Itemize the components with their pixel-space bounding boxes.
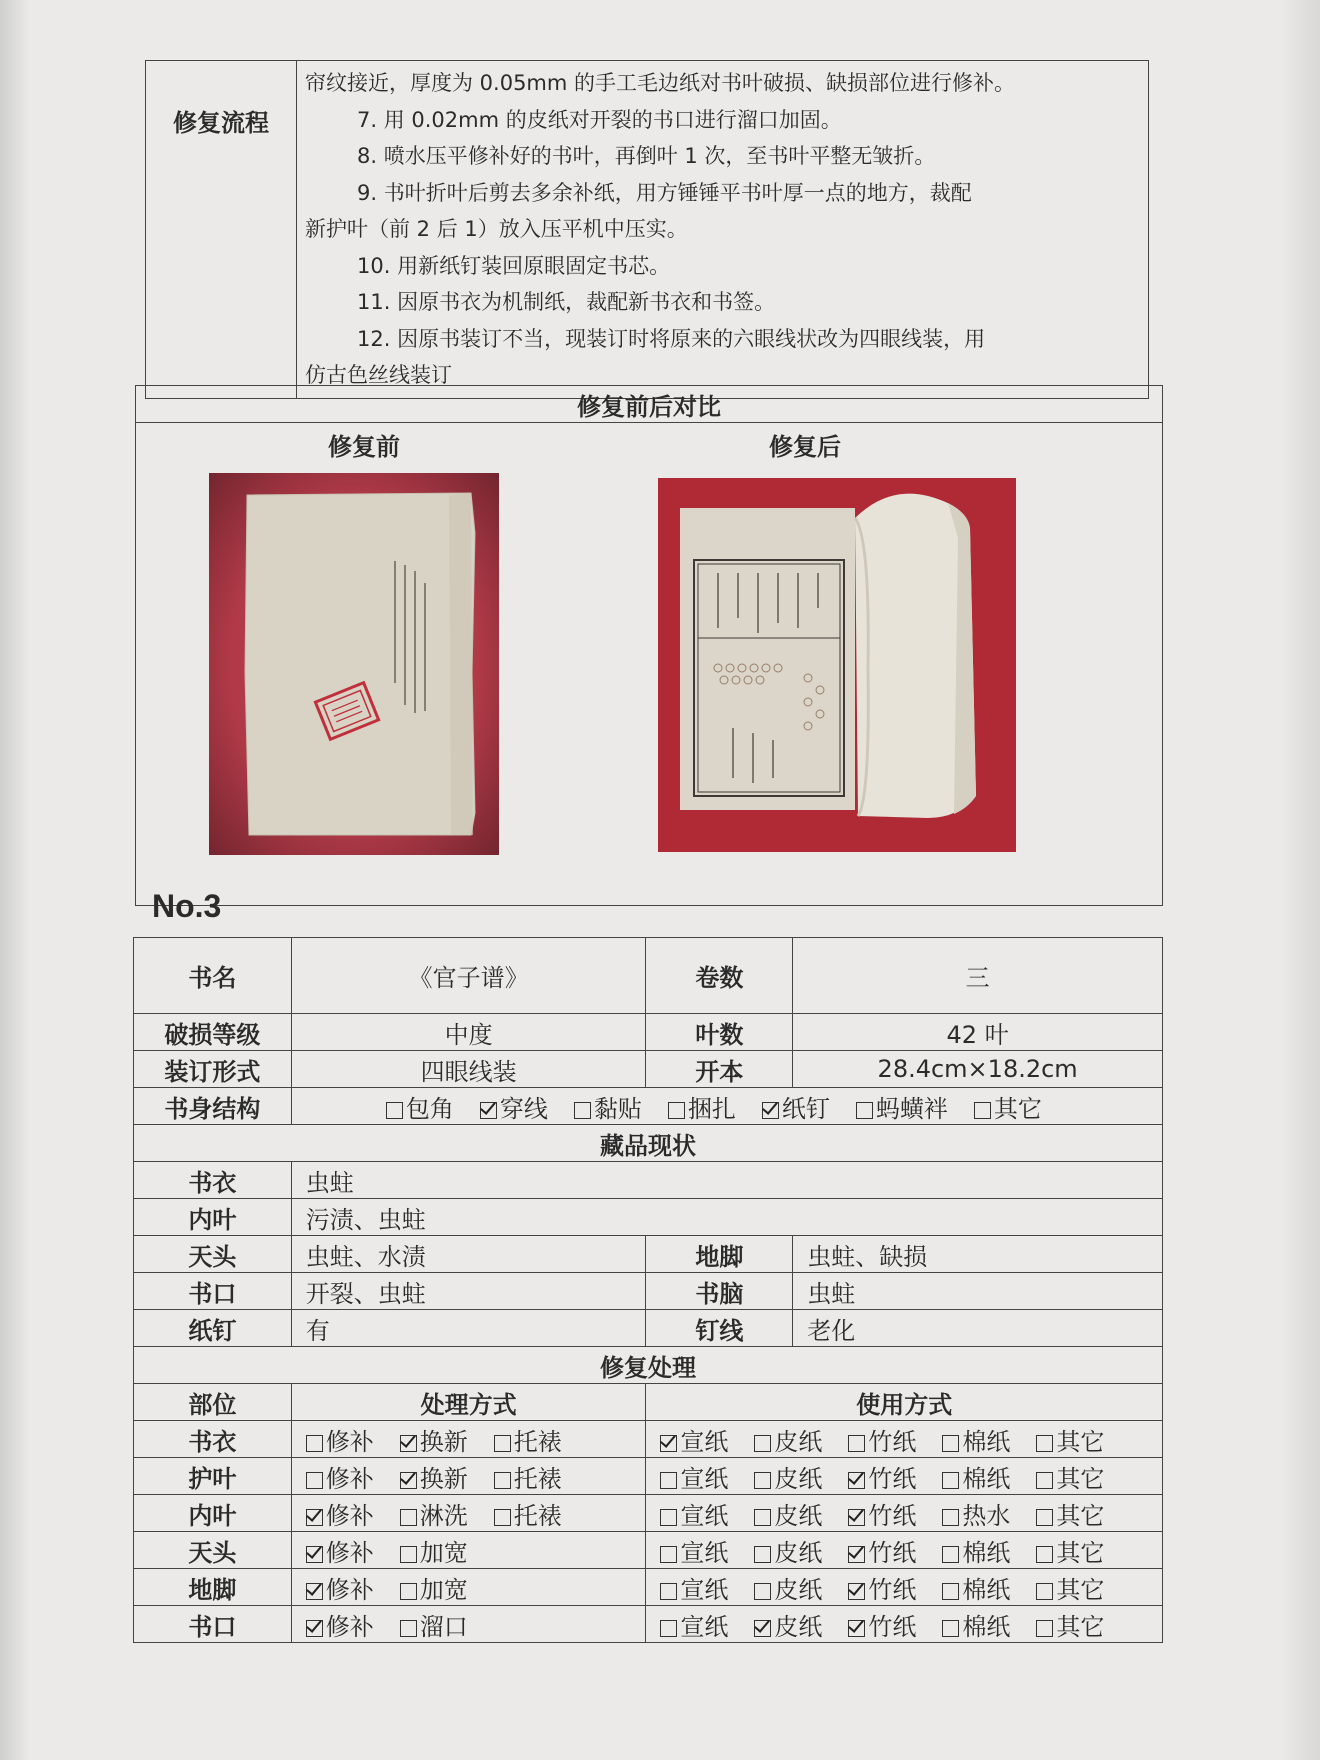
option-label: 换新	[419, 1427, 468, 1456]
option-label: 宣纸	[680, 1612, 729, 1641]
checkbox-option	[754, 1502, 822, 1530]
repair-row	[134, 1532, 1163, 1569]
checkbox-option	[660, 1428, 728, 1456]
checked-box-icon	[400, 1472, 417, 1489]
process-line: 7. 用 0.02mm 的皮纸对开裂的书口进行溜口加固。	[357, 107, 842, 132]
cover-label: 书衣	[134, 1162, 292, 1199]
empty-box-icon	[754, 1472, 771, 1489]
checkbox-option	[974, 1095, 1042, 1123]
checked-box-icon	[848, 1583, 865, 1600]
repair-row	[134, 1569, 1163, 1606]
option-label: 加宽	[419, 1538, 468, 1567]
option-label: 竹纸	[868, 1538, 917, 1567]
option-label: 皮纸	[774, 1538, 823, 1567]
empty-box-icon	[942, 1509, 959, 1526]
option-label: 其它	[1056, 1612, 1105, 1641]
option-label: 宣纸	[680, 1464, 729, 1493]
empty-box-icon	[1036, 1583, 1053, 1600]
repair-methods	[291, 1421, 646, 1458]
empty-box-icon	[1036, 1620, 1053, 1637]
option-label: 宣纸	[680, 1575, 729, 1604]
structure-label: 书身结构	[134, 1088, 292, 1125]
record-number: No.3	[152, 888, 222, 924]
option-label: 皮纸	[774, 1612, 823, 1641]
repair-rows	[134, 1384, 1163, 1643]
record-info-table	[133, 937, 1163, 1643]
empty-box-icon	[1036, 1509, 1053, 1526]
fore-edge-value: 开裂、虫蛀	[291, 1273, 646, 1310]
empty-box-icon	[400, 1546, 417, 1563]
process-line: 9. 书叶折叶后剪去多余补纸，用方锤锤平书叶厚一点的地方，裁配	[357, 180, 972, 205]
damage-level-label: 破损等级	[134, 1014, 292, 1051]
checked-box-icon	[848, 1620, 865, 1637]
before-label: 修复前	[328, 433, 400, 461]
option-label: 包角	[405, 1094, 454, 1123]
checkbox-option	[1036, 1502, 1104, 1530]
head-value: 虫蛀、水渍	[291, 1236, 646, 1273]
checkbox-option	[306, 1465, 374, 1493]
empty-box-icon	[306, 1472, 323, 1489]
fore-edge-label: 书口	[134, 1273, 292, 1310]
process-line: 10. 用新纸钉装回原眼固定书芯。	[357, 253, 671, 278]
checkbox-option	[660, 1465, 728, 1493]
process-line: 8. 喷水压平修补好的书叶，再倒叶 1 次，至书叶平整无皱折。	[357, 144, 936, 168]
book-name-value: 《官子谱》	[291, 938, 646, 1014]
option-label: 棉纸	[962, 1612, 1011, 1641]
checkbox-option	[754, 1539, 822, 1567]
checkbox-option	[754, 1465, 822, 1493]
thread-label: 钉线	[646, 1310, 793, 1347]
thread-value: 老化	[793, 1310, 1163, 1347]
binding-value: 四眼线装	[291, 1051, 646, 1088]
empty-box-icon	[942, 1435, 959, 1452]
option-label: 捆扎	[687, 1094, 736, 1123]
empty-box-icon	[400, 1583, 417, 1600]
option-label: 托裱	[513, 1427, 562, 1456]
process-label: 修复流程	[146, 61, 297, 399]
checkbox-option	[306, 1576, 374, 1604]
option-label: 其它	[993, 1094, 1042, 1123]
leaves-label: 叶数	[646, 1014, 793, 1051]
empty-box-icon	[660, 1546, 677, 1563]
empty-box-icon	[494, 1509, 511, 1526]
option-label: 修补	[325, 1538, 374, 1567]
checkbox-option	[306, 1502, 374, 1530]
option-label: 托裱	[513, 1501, 562, 1530]
repair-row	[134, 1606, 1163, 1643]
empty-box-icon	[754, 1583, 771, 1600]
checkbox-option	[762, 1095, 830, 1123]
option-label: 宣纸	[680, 1538, 729, 1567]
inner-label: 内叶	[134, 1199, 292, 1236]
checked-box-icon	[400, 1435, 417, 1452]
checkbox-option	[942, 1576, 1010, 1604]
checked-box-icon	[848, 1472, 865, 1489]
repair-title: 修复处理	[134, 1347, 1163, 1384]
process-line: 仿古色丝线装订	[305, 363, 452, 387]
option-label: 热水	[962, 1501, 1011, 1530]
empty-box-icon	[754, 1435, 771, 1452]
page-edge-shadow	[0, 0, 30, 1760]
checkbox-option	[942, 1539, 1010, 1567]
repair-row	[134, 1421, 1163, 1458]
checkbox-option	[848, 1465, 916, 1493]
checkbox-option	[494, 1502, 562, 1530]
checked-box-icon	[306, 1509, 323, 1526]
checkbox-option	[400, 1613, 468, 1641]
repair-methods	[291, 1532, 646, 1569]
repair-row	[134, 1458, 1163, 1495]
option-label: 棉纸	[962, 1464, 1011, 1493]
checkbox-option	[754, 1613, 822, 1641]
checked-box-icon	[306, 1583, 323, 1600]
checked-box-icon	[480, 1102, 497, 1119]
checkbox-option	[1036, 1428, 1104, 1456]
comparison-table	[135, 385, 1163, 906]
checkbox-option	[1036, 1576, 1104, 1604]
empty-box-icon	[306, 1435, 323, 1452]
repair-part: 护叶	[134, 1458, 292, 1495]
option-label: 皮纸	[774, 1427, 823, 1456]
empty-box-icon	[660, 1620, 677, 1637]
empty-box-icon	[660, 1583, 677, 1600]
repair-materials	[646, 1606, 1163, 1643]
option-label: 修补	[325, 1427, 374, 1456]
option-label: 修补	[325, 1464, 374, 1493]
option-label: 溜口	[419, 1612, 468, 1641]
repair-part: 天头	[134, 1532, 292, 1569]
checkbox-option	[400, 1539, 468, 1567]
checkbox-option	[1036, 1465, 1104, 1493]
condition-title: 藏品现状	[134, 1125, 1163, 1162]
checkbox-option	[856, 1095, 948, 1123]
repair-materials	[646, 1532, 1163, 1569]
empty-box-icon	[942, 1546, 959, 1563]
checkbox-option	[942, 1613, 1010, 1641]
option-label: 纸钉	[781, 1094, 830, 1123]
foot-value: 虫蛀、缺损	[793, 1236, 1163, 1273]
empty-box-icon	[400, 1620, 417, 1637]
leaves-value: 42 叶	[793, 1014, 1163, 1051]
checkbox-option	[306, 1613, 374, 1641]
empty-box-icon	[942, 1620, 959, 1637]
checkbox-option	[494, 1465, 562, 1493]
volumes-value: 三	[793, 938, 1163, 1014]
empty-box-icon	[660, 1472, 677, 1489]
repair-row	[134, 1495, 1163, 1532]
damage-level-value: 中度	[291, 1014, 646, 1051]
option-label: 其它	[1056, 1538, 1105, 1567]
repair-materials	[646, 1495, 1163, 1532]
option-label: 其它	[1056, 1575, 1105, 1604]
option-label: 其它	[1056, 1427, 1105, 1456]
process-line: 帘纹接近，厚度为 0.05mm 的手工毛边纸对书叶破损、缺损部位进行修补。	[305, 71, 1016, 95]
checkbox-option	[480, 1095, 548, 1123]
option-label: 修补	[325, 1575, 374, 1604]
page-edge-shadow-right	[1280, 0, 1320, 1760]
empty-box-icon	[1036, 1546, 1053, 1563]
repair-methods	[291, 1569, 646, 1606]
after-label: 修复后	[769, 433, 841, 461]
volumes-label: 卷数	[646, 938, 793, 1014]
checkbox-option	[386, 1095, 454, 1123]
process-line: 12. 因原书装订不当，现装订时将原来的六眼线状改为四眼线装，用	[357, 326, 986, 351]
process-line: 11. 因原书衣为机制纸，裁配新书衣和书签。	[357, 290, 776, 314]
option-label: 宣纸	[680, 1427, 729, 1456]
empty-box-icon	[754, 1546, 771, 1563]
option-label: 皮纸	[774, 1501, 823, 1530]
option-label: 其它	[1056, 1464, 1105, 1493]
book-name-label: 书名	[134, 938, 292, 1014]
option-label: 换新	[419, 1464, 468, 1493]
option-label: 托裱	[513, 1464, 562, 1493]
inner-value: 污渍、虫蛀	[291, 1199, 1162, 1236]
checkbox-option	[848, 1502, 916, 1530]
comparison-photos	[136, 423, 1163, 906]
empty-box-icon	[942, 1583, 959, 1600]
empty-box-icon	[494, 1435, 511, 1452]
option-label: 皮纸	[774, 1464, 823, 1493]
checkbox-option	[848, 1576, 916, 1604]
checkbox-option	[660, 1539, 728, 1567]
empty-box-icon	[754, 1509, 771, 1526]
option-label: 蚂蟥袢	[875, 1094, 948, 1123]
option-label: 宣纸	[680, 1501, 729, 1530]
spine-margin-label: 书脑	[646, 1273, 793, 1310]
option-label: 竹纸	[868, 1612, 917, 1641]
checkbox-option	[660, 1613, 728, 1641]
checkbox-option	[754, 1576, 822, 1604]
empty-box-icon	[848, 1435, 865, 1452]
checked-box-icon	[848, 1546, 865, 1563]
option-label: 其它	[1056, 1501, 1105, 1530]
checkbox-option	[400, 1576, 468, 1604]
empty-box-icon	[1036, 1435, 1053, 1452]
process-line: 新护叶（前 2 后 1）放入压平机中压实。	[305, 217, 688, 241]
empty-box-icon	[386, 1102, 403, 1119]
head-label: 天头	[134, 1236, 292, 1273]
checkbox-option	[942, 1465, 1010, 1493]
spine-margin-value: 虫蛀	[793, 1273, 1163, 1310]
option-label: 皮纸	[774, 1575, 823, 1604]
option-label: 淋洗	[419, 1501, 468, 1530]
option-label: 竹纸	[868, 1575, 917, 1604]
option-label: 棉纸	[962, 1538, 1011, 1567]
checkbox-option	[306, 1428, 374, 1456]
repair-part: 书衣	[134, 1421, 292, 1458]
checkbox-option	[848, 1539, 916, 1567]
checkbox-option	[848, 1613, 916, 1641]
checkbox-option	[400, 1502, 468, 1530]
binding-label: 装订形式	[134, 1051, 292, 1088]
option-label: 棉纸	[962, 1575, 1011, 1604]
checkbox-option	[942, 1428, 1010, 1456]
empty-box-icon	[974, 1102, 991, 1119]
empty-box-icon	[668, 1102, 685, 1119]
paper-nail-value: 有	[291, 1310, 646, 1347]
checkbox-option	[660, 1576, 728, 1604]
option-label: 竹纸	[868, 1427, 917, 1456]
repair-part: 地脚	[134, 1569, 292, 1606]
checkbox-option	[660, 1502, 728, 1530]
checkbox-option	[494, 1428, 562, 1456]
empty-box-icon	[574, 1102, 591, 1119]
repair-methods	[291, 1458, 646, 1495]
option-label: 修补	[325, 1612, 374, 1641]
checked-box-icon	[754, 1620, 771, 1637]
foot-label: 地脚	[646, 1236, 793, 1273]
repair-materials	[646, 1569, 1163, 1606]
checkbox-option	[848, 1428, 916, 1456]
after-photo	[658, 478, 1016, 856]
empty-box-icon	[856, 1102, 873, 1119]
option-label: 加宽	[419, 1575, 468, 1604]
checkbox-option	[400, 1428, 468, 1456]
repair-materials	[646, 1421, 1163, 1458]
part-column-header: 部位	[134, 1384, 292, 1421]
checked-box-icon	[848, 1509, 865, 1526]
checked-box-icon	[762, 1102, 779, 1119]
empty-box-icon	[942, 1472, 959, 1489]
paper-nail-label: 纸钉	[134, 1310, 292, 1347]
comparison-title: 修复前后对比	[136, 386, 1163, 423]
checkbox-option	[754, 1428, 822, 1456]
checkbox-option	[1036, 1613, 1104, 1641]
checked-box-icon	[306, 1620, 323, 1637]
checkbox-option	[400, 1465, 468, 1493]
repair-methods	[291, 1495, 646, 1532]
checked-box-icon	[660, 1435, 677, 1452]
checkbox-option	[668, 1095, 736, 1123]
option-label: 修补	[325, 1501, 374, 1530]
before-photo	[209, 473, 499, 859]
checkbox-option	[574, 1095, 642, 1123]
empty-box-icon	[660, 1509, 677, 1526]
empty-box-icon	[494, 1472, 511, 1489]
size-value: 28.4cm×18.2cm	[793, 1051, 1163, 1088]
checkbox-option	[942, 1502, 1010, 1530]
cover-value: 虫蛀	[291, 1162, 1162, 1199]
repair-part: 内叶	[134, 1495, 292, 1532]
empty-box-icon	[400, 1509, 417, 1526]
repair-methods	[291, 1606, 646, 1643]
option-label: 棉纸	[962, 1427, 1011, 1456]
option-label: 竹纸	[868, 1464, 917, 1493]
repair-part: 书口	[134, 1606, 292, 1643]
option-label: 穿线	[499, 1094, 548, 1123]
repair-process-table	[145, 60, 1149, 399]
option-label: 竹纸	[868, 1501, 917, 1530]
material-column-header: 使用方式	[646, 1384, 1163, 1421]
empty-box-icon	[1036, 1472, 1053, 1489]
structure-options	[291, 1088, 1162, 1125]
repair-materials	[646, 1458, 1163, 1495]
checked-box-icon	[306, 1546, 323, 1563]
size-label: 开本	[646, 1051, 793, 1088]
checkbox-option	[306, 1539, 374, 1567]
method-column-header: 处理方式	[291, 1384, 646, 1421]
option-label: 黏贴	[593, 1094, 642, 1123]
process-steps	[297, 61, 1149, 399]
checkbox-option	[1036, 1539, 1104, 1567]
